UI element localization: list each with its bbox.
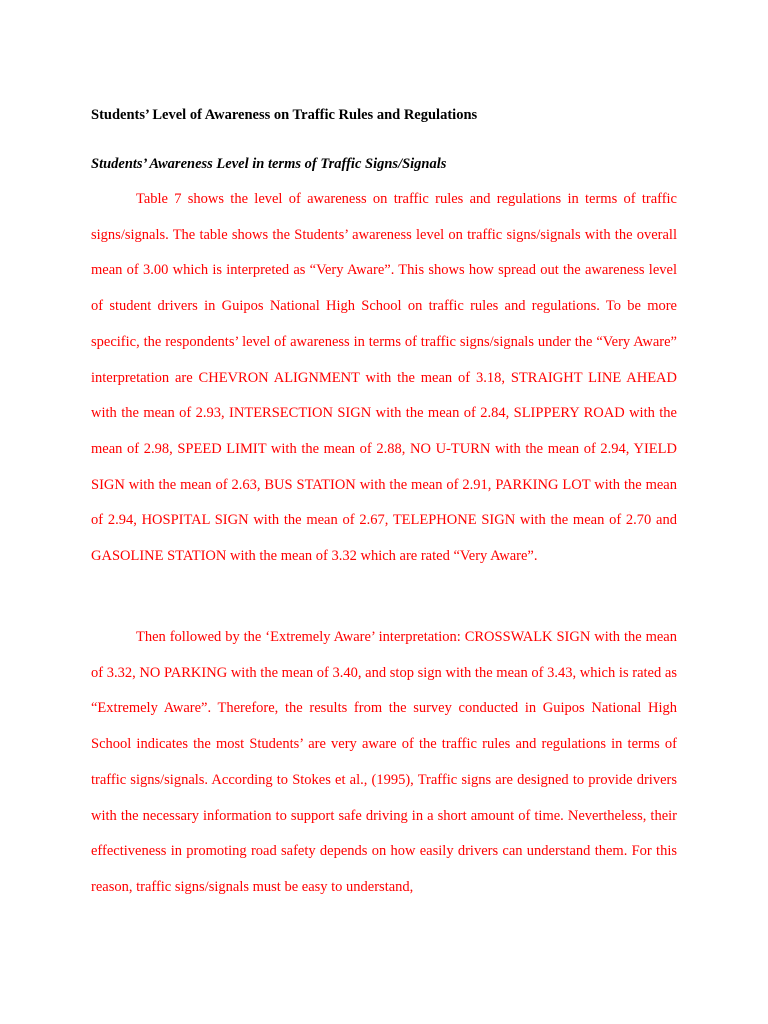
body-paragraph-1: Table 7 shows the level of awareness on traffic rules and regulations in terms of traffic signs/signals. The table shows the Students’ awareness level on traffic signs/signals with the overall mean of 3.00 which is interpreted as “Very Aware”. This shows how spread out the awareness level of student drivers in Guipos National High School on traffic rules and regulations. To be more specific, the respondents’ level of awareness in terms of traffic signs/signals under the “Very Aware” interpretation are CHEVRON ALIGNMENT with the mean of 3.18, STRAIGHT LINE AHEAD with the mean of 2.93, INTERSECTION SIGN with the mean of 2.84, SLIPPERY ROAD with the mean of 2.98, SPEED LIMIT with the mean of 2.88, NO U-TURN with the mean of 2.94, YIELD SIGN with the mean of 2.63, BUS STATION with the mean of 2.91, PARKING LOT with the mean of 2.94, HOSPITAL SIGN with the mean of 2.67, TELEPHONE SIGN with the mean of 2.70 and GASOLINE STATION with the mean of 3.32 which are rated “Very Aware”. xyxy=(91,191,677,565)
body-paragraph-2: Then followed by the ‘Extremely Aware’ interpretation: CROSSWALK SIGN with the mean of 3.32, NO PARKING with the mean of 3.40, and stop sign with the mean of 3.43, which is rated as “Extremely Aware”. Therefore, the results from the survey conducted in Guipos National High School indicates the most Students’ are very aware of the traffic rules and regulations in terms of traffic signs/signals. According to Stokes et al., (1995), Traffic signs are designed to provide drivers with the necessary information to support safe driving in a short amount of time. Nevertheless, their effectiveness in promoting road safety depends on how easily drivers can understand them. For this reason, traffic signs/signals must be easy to understand, xyxy=(91,629,677,895)
section-heading: Students’ Level of Awareness on Traffic Rules and Regulations xyxy=(91,107,478,123)
subsection-heading: Students’ Awareness Level in terms of Traffic Signs/Signals xyxy=(91,156,447,172)
